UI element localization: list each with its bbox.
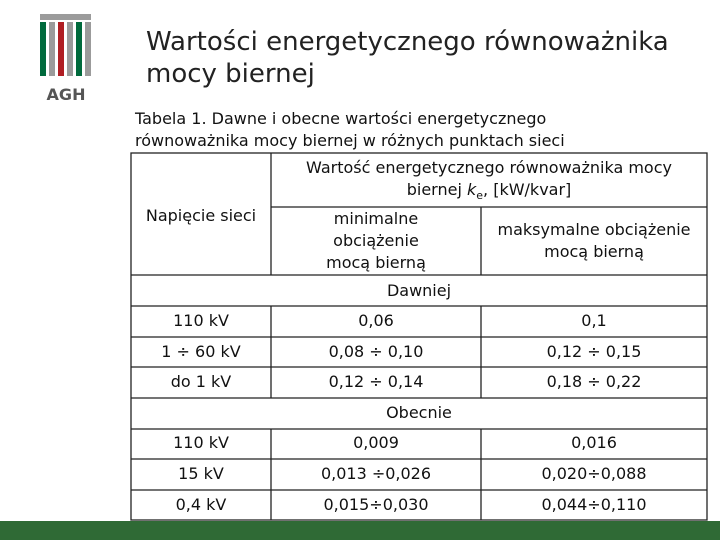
table-cell-min: 0,08 ÷ 0,10 <box>328 342 424 361</box>
section-new-label: Obecnie <box>386 403 452 422</box>
table-cell-min: 0,013 ÷0,026 <box>320 464 432 483</box>
header-group-line-1: Wartość energetycznego równoważnika mocy <box>306 158 672 177</box>
table-cell-voltage: do 1 kV <box>170 372 232 391</box>
header-voltage: Napięcie sieci <box>145 206 257 225</box>
table-cell-max: 0,12 ÷ 0,15 <box>546 342 642 361</box>
header-group-prefix: biernej <box>406 180 467 199</box>
table-cell-voltage: 0,4 kV <box>175 495 227 514</box>
title-line-2: mocy biernej <box>146 59 315 89</box>
table-cell-min: 0,12 ÷ 0,14 <box>328 372 424 391</box>
footer-bar <box>0 521 720 540</box>
table-cell-max: 0,020÷0,088 <box>541 464 647 483</box>
section-old-label: Dawniej <box>386 281 452 300</box>
header-min-line-2: obciążenie <box>333 231 419 250</box>
table-cell-max: 0,1 <box>581 311 607 330</box>
table-cell-min: 0,015÷0,030 <box>323 495 429 514</box>
caption-line-1: Tabela 1. Dawne i obecne wartości energetycznego <box>135 109 547 128</box>
table-cell-min: 0,06 <box>358 311 394 330</box>
header-min <box>271 208 481 274</box>
logo-text: AGH <box>46 85 86 104</box>
header-group-suffix: , [kW/kvar] <box>483 180 572 199</box>
table-cell-voltage: 1 ÷ 60 kV <box>161 342 241 361</box>
header-max <box>481 219 707 263</box>
table-cell-voltage: 15 kV <box>178 464 224 483</box>
header-group-symbol: k <box>466 180 477 199</box>
header-max-line-1: maksymalne obciążenie <box>497 220 691 239</box>
table-cell-voltage: 110 kV <box>173 433 229 452</box>
header-group <box>271 157 707 207</box>
header-min-line-1: minimalne <box>333 209 419 228</box>
header-max-line-2: mocą bierną <box>544 242 644 261</box>
table-cell-voltage: 110 kV <box>173 311 229 330</box>
table-cell-max: 0,18 ÷ 0,22 <box>546 372 642 391</box>
table-cell-max: 0,044÷0,110 <box>541 495 647 514</box>
table-cell-min: 0,009 <box>353 433 399 452</box>
title-line-1: Wartości energetycznego równoważnika <box>146 27 669 57</box>
table-cell-max: 0,016 <box>571 433 617 452</box>
caption-line-2: równoważnika mocy biernej w różnych punktach sieci <box>135 131 565 150</box>
header-group-subscript: e <box>476 189 484 203</box>
header-group-line-2 <box>271 179 707 207</box>
header-min-line-3: mocą bierną <box>326 253 426 272</box>
